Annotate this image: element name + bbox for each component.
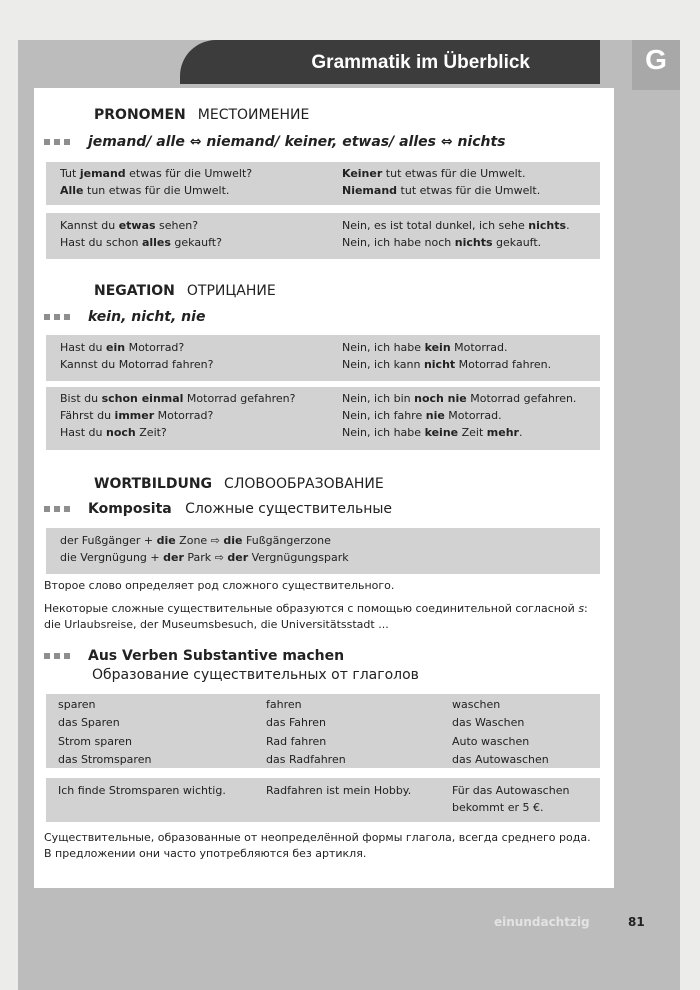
komposita-box [46, 528, 600, 574]
verben-examples-box [46, 778, 600, 822]
example-row: Hast du ein Motorrad? Nein, ich habe kein Motorrad. [60, 341, 508, 354]
wortbildung-heading [94, 476, 384, 492]
bullet-squares-icon [44, 501, 88, 517]
negation-subheading [44, 309, 205, 325]
example-row: Kannst du etwas sehen? Nein, es ist total dunkel, ich sehe nichts. [60, 219, 570, 232]
page-title: Grammatik im Überblick [311, 52, 530, 73]
verben-title-de: Aus Verben Substantive machen [88, 648, 345, 664]
example-row: die Vergnügung + der Park ⇨ der Vergnügungspark [60, 551, 349, 564]
grid-row: Strom sparen Rad fahren Auto waschen [58, 735, 530, 748]
negation-box-1 [46, 335, 600, 381]
grid-row: Ich finde Stromsparen wichtig. Radfahren ist mein Hobby. Für das Autowaschen [58, 784, 570, 797]
bullet-squares-icon [44, 134, 88, 150]
example-row: der Fußgänger + die Zone ⇨ die Fußgängerzone [60, 534, 331, 547]
grid-row: sparen fahren waschen [58, 698, 501, 711]
page-number: 81 [628, 915, 645, 929]
verben-note: Существительные, образованные от неопределённой формы глагола, всегда среднего рода. В предложении они часто употребляются без артикля. [44, 831, 591, 860]
pronomen-box-1 [46, 162, 600, 205]
negation-title-ru: ОТРИЦАНИЕ [186, 283, 276, 299]
wortbildung-title-ru: СЛОВООБРАЗОВАНИЕ [224, 476, 384, 492]
pronomen-title-de: PRONOMEN [94, 107, 186, 123]
negation-heading [94, 283, 276, 299]
grid-row: bekommt er 5 €. [452, 801, 544, 814]
pronomen-heading [94, 107, 309, 123]
example-row: Alle tun etwas für die Umwelt. Niemand tut etwas für die Umwelt. [60, 184, 541, 197]
negation-sub: kein, nicht, nie [88, 309, 206, 325]
pronomen-sub: jemand/ alle ⇔ niemand/ keiner, etwas/ alles ⇔ nichts [88, 134, 506, 150]
komposita-note-2: Некоторые сложные существительные образуются с помощью соединительной согласной s: die Urlaubsreise, der Museumsbesuch, die Universitätsstadt ... [44, 602, 588, 631]
section-letter: G [645, 44, 667, 75]
example-row: Tut jemand etwas für die Umwelt? Keiner tut etwas für die Umwelt. [60, 167, 526, 180]
example-row: Hast du schon alles gekauft? Nein, ich habe noch nichts gekauft. [60, 236, 542, 249]
verben-subheading [44, 648, 344, 664]
bullet-squares-icon [44, 309, 88, 325]
example-row: Bist du schon einmal Motorrad gefahren? Nein, ich bin noch nie Motorrad gefahren. [60, 392, 577, 405]
grid-row: das Stromsparen das Radfahren das Autowaschen [58, 753, 549, 766]
wortbildung-title-de: WORTBILDUNG [94, 476, 213, 492]
example-row: Hast du noch Zeit? Nein, ich habe keine Zeit mehr. [60, 426, 523, 439]
komposita-subheading [44, 501, 392, 517]
komposita-title-de: Komposita [88, 501, 172, 517]
bullet-squares-icon [44, 648, 88, 664]
pronomen-title-ru: МЕСТОИМЕНИЕ [197, 107, 310, 123]
komposita-note-1: Второе слово определяет род сложного существительного. [44, 579, 395, 592]
komposita-examples: die Urlaubsreise, der Museumsbesuch, die Universitätsstadt ... [44, 618, 389, 631]
pronomen-box-2 [46, 213, 600, 259]
page-number-word: einundachtzig [494, 915, 590, 929]
example-row: Fährst du immer Motorrad? Nein, ich fahre nie Motorrad. [60, 409, 502, 422]
verben-title-ru: Образование существительных от глаголов [92, 667, 419, 683]
grid-row: das Sparen das Fahren das Waschen [58, 716, 525, 729]
komposita-title-ru: Сложные существительные [185, 501, 393, 517]
example-row: Kannst du Motorrad fahren? Nein, ich kann nicht Motorrad fahren. [60, 358, 552, 371]
negation-title-de: NEGATION [94, 283, 175, 299]
pronomen-subheading [44, 134, 506, 150]
verben-grid-box [46, 694, 600, 768]
negation-box-2 [46, 387, 600, 450]
